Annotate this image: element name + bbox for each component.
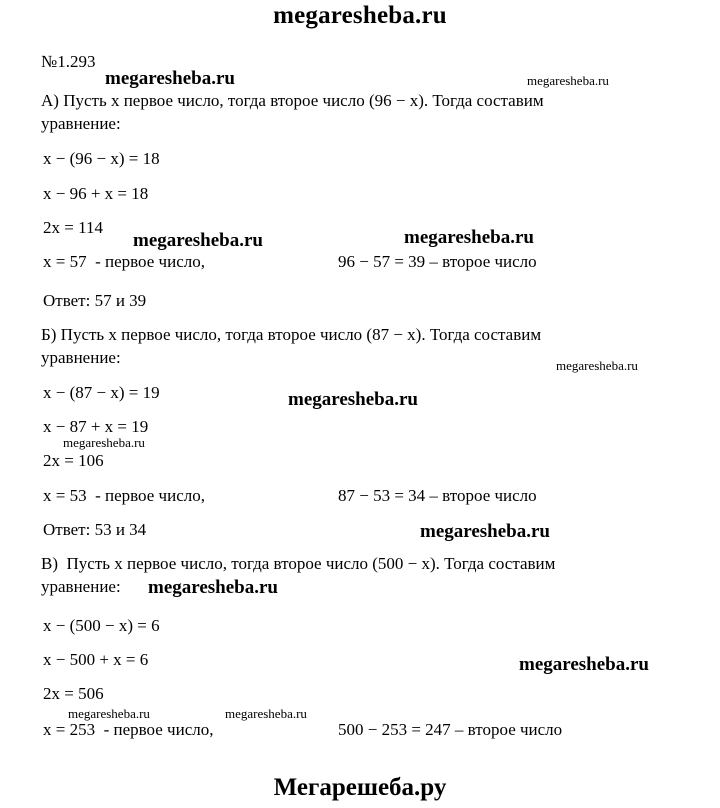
part-a-equation-1: x − (96 − x) = 18 (43, 149, 160, 168)
site-header-watermark: megaresheba.ru (273, 2, 447, 29)
part-a-result-right: 96 − 57 = 39 – второе число (338, 252, 537, 271)
part-b-intro-line2: уравнение: (41, 348, 121, 367)
part-a-equation-3: 2x = 114 (43, 218, 103, 237)
site-footer-watermark: Мегарешеба.ру (273, 774, 447, 801)
part-b-result-left: x = 53 - первое число, (43, 486, 205, 505)
part-a-intro-line1: А) Пусть x первое число, тогда второе число (96 − x). Тогда составим (41, 91, 544, 110)
watermark-text: megaresheba.ru (133, 230, 263, 251)
watermark-text: megaresheba.ru (420, 521, 550, 542)
part-b-equation-3: 2x = 106 (43, 451, 104, 470)
part-b-answer: Ответ: 53 и 34 (43, 520, 147, 539)
watermark-text: megaresheba.ru (63, 435, 145, 450)
part-v-equation-1: x − (500 − x) = 6 (43, 616, 160, 635)
part-v-result-right: 500 − 253 = 247 – второе число (338, 720, 563, 739)
part-v-result-left: x = 253 - первое число, (43, 720, 214, 739)
watermark-text: megaresheba.ru (556, 358, 638, 373)
watermark-text: megaresheba.ru (404, 227, 534, 248)
part-b-result-right: 87 − 53 = 34 – второе число (338, 486, 537, 505)
part-v-intro-line1: В) Пусть x первое число, тогда второе число (500 − x). Тогда составим (41, 554, 556, 573)
part-a-result-left: x = 57 - первое число, (43, 252, 205, 271)
part-b-equation-1: x − (87 − x) = 19 (43, 383, 160, 402)
watermark-text: megaresheba.ru (68, 706, 150, 721)
part-b-intro-line1: Б) Пусть x первое число, тогда второе число (87 − x). Тогда составим (41, 325, 542, 344)
watermark-text: megaresheba.ru (527, 73, 609, 88)
watermark-text: megaresheba.ru (225, 706, 307, 721)
watermark-text: megaresheba.ru (519, 654, 649, 675)
watermark-text: megaresheba.ru (288, 389, 418, 410)
part-v-equation-2: x − 500 + x = 6 (43, 650, 149, 669)
part-v-equation-3: 2x = 506 (43, 684, 104, 703)
watermark-text: megaresheba.ru (105, 68, 235, 89)
part-a-equation-2: x − 96 + x = 18 (43, 184, 149, 203)
task-number: №1.293 (41, 52, 96, 71)
part-a-intro-line2: уравнение: (41, 114, 121, 133)
watermark-text: megaresheba.ru (148, 577, 278, 598)
part-v-intro-line2: уравнение: (41, 577, 121, 596)
part-a-answer: Ответ: 57 и 39 (43, 291, 147, 310)
part-b-equation-2: x − 87 + x = 19 (43, 417, 149, 436)
